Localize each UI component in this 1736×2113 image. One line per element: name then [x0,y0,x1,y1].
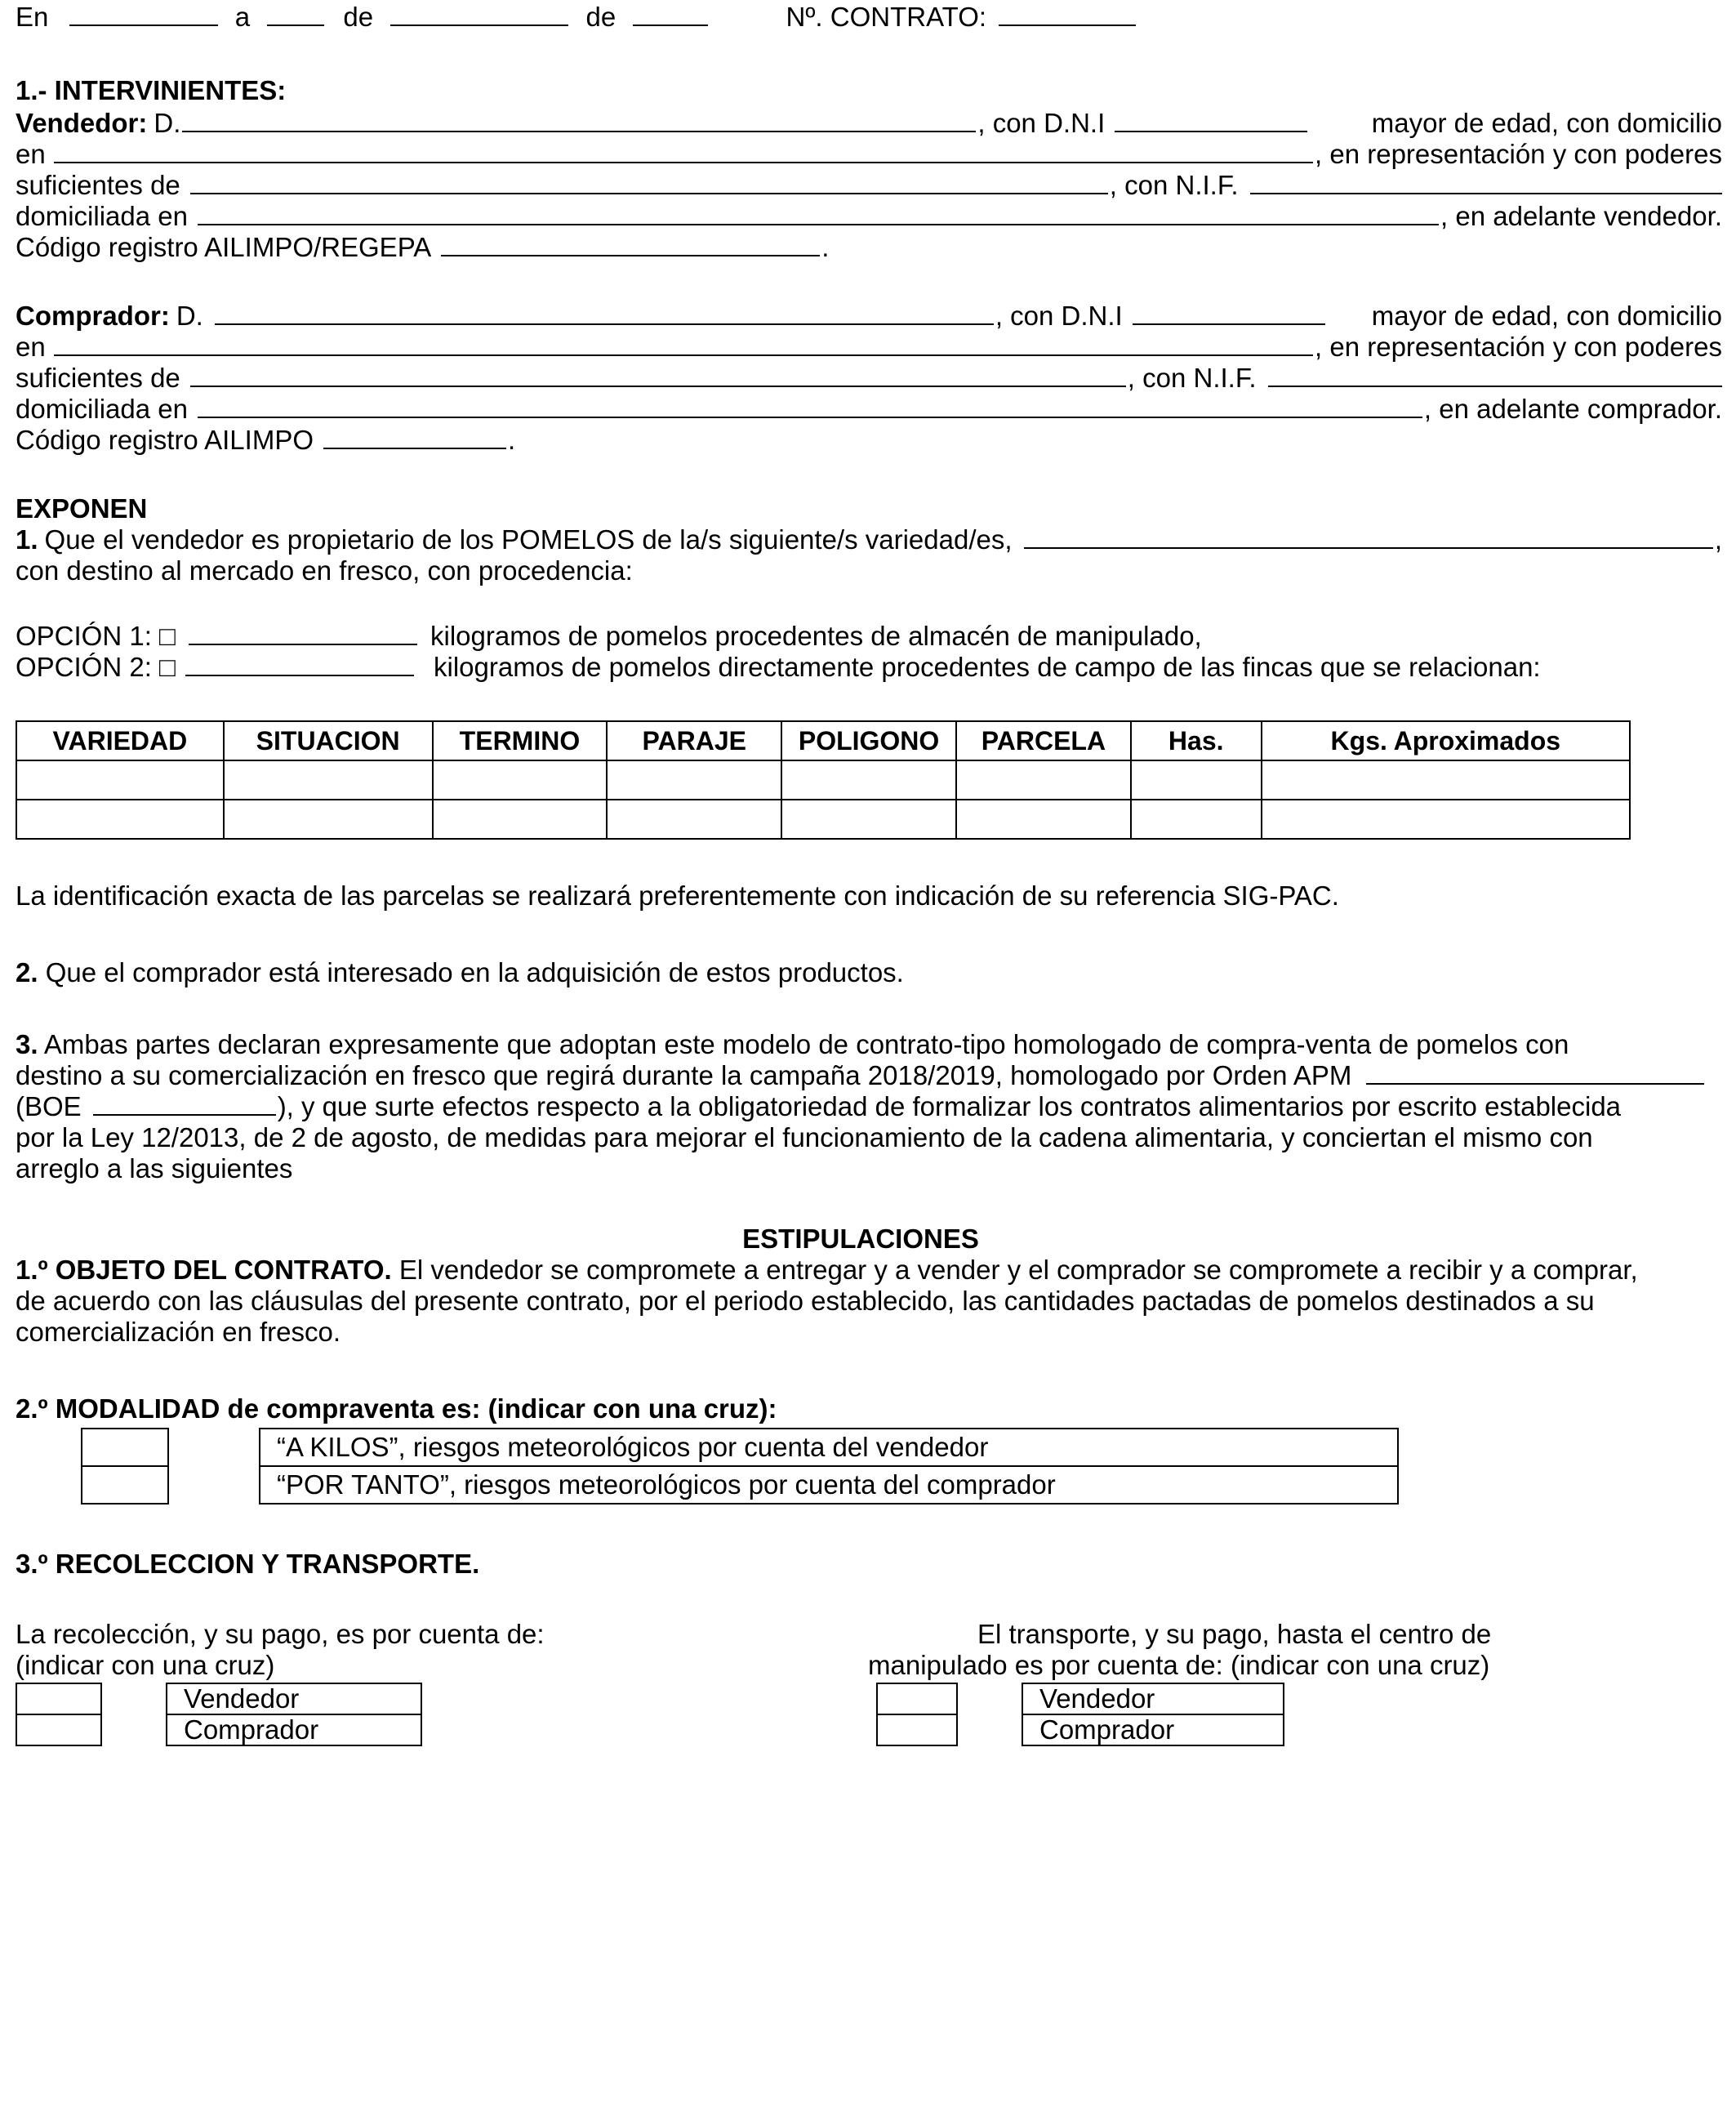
vendedor-con-dni: , con D.N.I [977,108,1106,138]
s1-line1-text: El vendedor se compromete a entregar y a vender y el comprador se compromete a recibir y a comprar, [398,1255,1638,1285]
vendedor-mayor-edad: mayor de edad, con domicilio [1371,108,1722,138]
comprador-con-dni: , con D.N.I [995,301,1123,331]
vendedor-line-2 [16,139,1722,170]
vendedor-domiciliada: domiciliada en [16,201,188,231]
estipulacion-1 [16,1255,1706,1348]
comprador-company-address-field[interactable] [198,394,1422,418]
contract-number-field[interactable] [999,2,1136,26]
comprador-codigo: Código registro AILIMPO [16,425,314,455]
exponen-item1-num: 1. [16,524,38,555]
exponen-item2-text: Que el comprador está interesado en la adquisición de estos productos. [45,957,904,987]
table-cell[interactable] [781,800,956,839]
orden-apm-field[interactable] [1366,1060,1704,1085]
en-label: En [16,2,49,32]
table-header-situacion: SITUACION [224,721,433,760]
a-kilos-checkbox[interactable] [81,1428,169,1467]
exponen-item1-comma: , [1714,524,1722,555]
recoleccion-comprador-checkbox[interactable] [16,1714,102,1746]
table-cell[interactable] [1131,760,1262,800]
recoleccion-line1: La recolección, y su pago, es por cuenta de: [16,1619,545,1649]
opcion-2-text: kilogramos de pomelos directamente procedentes de campo de las fincas que se relacionan: [433,652,1541,682]
vendedor-line-1 [16,108,1722,139]
item3-line1 [16,1029,1706,1060]
table-cell[interactable] [607,800,781,839]
vendedor-line-3 [16,170,1722,201]
a-kilos-option: “A KILOS”, riesgos meteorológicos por cuenta del vendedor [259,1428,1399,1467]
item3-line2 [16,1060,1706,1091]
comprador-representacion: , en representación y con poderes [1315,332,1722,362]
table-cell[interactable] [1262,760,1630,800]
table-cell[interactable] [607,760,781,800]
comprador-name-field[interactable] [215,301,994,325]
opcion-1-text: kilogramos de pomelos procedentes de almacén de manipulado, [430,621,1202,651]
comprador-line-5 [16,425,1722,456]
vendedor-line-5 [16,232,1722,263]
vendedor-line-4 [16,201,1722,232]
comprador-d: D. [176,301,203,331]
exponen-item3-num: 3. [16,1029,38,1059]
opcion-2-row [16,652,1541,683]
s1-line1 [16,1255,1706,1286]
recoleccion-vendedor-checkbox[interactable] [16,1683,102,1715]
opcion-1-row [16,621,1202,652]
place-field[interactable] [69,2,218,26]
comprador-label: Comprador: [16,301,170,331]
vendedor-name-field[interactable] [182,108,976,132]
table-header-row [16,721,1630,760]
table-cell[interactable] [1262,800,1630,839]
recoleccion-comprador-option: Comprador [166,1714,422,1746]
vendedor-company-address-field[interactable] [198,201,1439,225]
transporte-comprador-option: Comprador [1022,1714,1284,1746]
estipulaciones-heading: ESTIPULACIONES [742,1224,979,1254]
table-cell[interactable] [1131,800,1262,839]
exponen-item2 [16,957,904,988]
por-tanto-option: “POR TANTO”, riesgos meteorológicos por cuenta del comprador [259,1465,1399,1505]
vendedor-en: en [16,139,46,169]
vendedor-codigo-field[interactable] [441,232,820,256]
vendedor-dot: . [821,232,830,262]
s2-title: 2.º MODALIDAD de compraventa es: (indicar con una cruz): [16,1393,777,1424]
comprador-line-1 [16,301,1722,332]
table-header-parcela: PARCELA [956,721,1131,760]
transporte-comprador-checkbox[interactable] [876,1714,958,1746]
table-cell[interactable] [224,760,433,800]
comprador-en: en [16,332,46,362]
contrato-label: Nº. CONTRATO: [786,2,987,32]
table-cell[interactable] [16,760,224,800]
table-cell[interactable] [433,800,608,839]
transporte-line1: El transporte, y su pago, hasta el centro de [977,1619,1492,1649]
table-row [16,800,1630,839]
intervinientes-heading: 1.- INTERVINIENTES: [16,75,287,105]
table-row [16,760,1630,800]
vendedor-block [16,108,1722,263]
exponen-heading: EXPONEN [16,493,148,524]
de-label-2: de [585,2,617,32]
comprador-con-nif: , con N.I.F. [1127,363,1257,393]
exponen-item1-line2: con destino al mercado en fresco, con procedencia: [16,555,633,586]
transporte-line2: manipulado es por cuenta de: (indicar con una cruz) [868,1650,1490,1680]
vendedor-nif-field[interactable] [1250,170,1722,194]
s1-line2: de acuerdo con las cláusulas del presente contrato, por el periodo establecido, las cantidades pactadas de pomelos destinados a su [16,1286,1595,1316]
item3-line4: por la Ley 12/2013, de 2 de agosto, de medidas para mejorar el funcionamiento de la cadena alimentaria, y conciertan el mismo con [16,1122,1593,1152]
table-header-kgs: Kgs. Aproximados [1262,721,1630,760]
table-cell[interactable] [956,800,1131,839]
recoleccion-line2: (indicar con una cruz) [16,1650,275,1680]
month-field[interactable] [390,2,568,26]
table-cell[interactable] [16,800,224,839]
opcion-1-kg-field[interactable] [189,621,417,645]
table-header-termino: TERMINO [433,721,608,760]
table-cell[interactable] [224,800,433,839]
boe-field[interactable] [93,1091,276,1116]
opcion-1-checkbox[interactable]: OPCIÓN 1: □ [16,621,176,651]
comprador-line-3 [16,363,1722,394]
comprador-domicilio-field[interactable] [54,332,1313,356]
exponen-item3 [16,1029,1706,1184]
parcelas-table [16,720,1631,840]
table-cell[interactable] [781,760,956,800]
table-cell[interactable] [433,760,608,800]
comprador-codigo-field[interactable] [323,425,506,449]
vendedor-label: Vendedor: [16,108,148,138]
transporte-vendedor-checkbox[interactable] [876,1683,958,1715]
day-field[interactable] [267,2,324,26]
s1-line3: comercialización en fresco. [16,1317,341,1347]
comprador-domiciliada: domiciliada en [16,394,188,424]
table-cell[interactable] [956,760,1131,800]
table-header-poligono: POLIGONO [781,721,956,760]
comprador-dot: . [508,425,516,455]
year-field[interactable] [633,2,708,26]
header-line [16,2,1136,33]
variedades-field[interactable] [1024,524,1713,549]
vendedor-con-nif: , con N.I.F. [1109,170,1239,200]
opcion-2-kg-field[interactable] [185,652,414,676]
item3-line5: arreglo a las siguientes [16,1153,293,1184]
vendedor-dni-field[interactable] [1115,108,1307,132]
vendedor-codigo: Código registro AILIMPO/REGEPA [16,232,432,262]
comprador-line-4 [16,394,1722,425]
transporte-vendedor-option: Vendedor [1022,1683,1284,1715]
identificacion-text: La identificación exacta de las parcelas se realizará preferentemente con indicación de su referencia SIG-PAC. [16,880,1339,911]
item3-line3-a: (BOE [16,1091,82,1121]
table-header-paraje: PARAJE [607,721,781,760]
item3-line2-text: destino a su comercialización en fresco que regirá durante la campaña 2018/2019, homologado por Orden APM [16,1060,1352,1090]
de-label-1: de [343,2,374,32]
a-label: a [234,2,251,32]
table-header-has: Has. [1131,721,1262,760]
vendedor-suficientes: suficientes de [16,170,180,200]
vendedor-domicilio-field[interactable] [54,139,1313,163]
vendedor-adelante: , en adelante vendedor. [1440,201,1722,231]
recoleccion-vendedor-option: Vendedor [166,1683,422,1715]
por-tanto-checkbox[interactable] [81,1465,169,1505]
exponen-item2-num: 2. [16,957,38,987]
table-header-variedad: VARIEDAD [16,721,224,760]
comprador-suficientes: suficientes de [16,363,180,393]
exponen-item1-text: Que el vendedor es propietario de los POMELOS de la/s siguiente/s variedad/es, [44,524,1013,555]
vendedor-representacion: , en representación y con poderes [1315,139,1722,169]
exponen-item1-line1 [16,524,1722,555]
item3-line1-text: Ambas partes declaran expresamente que adoptan este modelo de contrato-tipo homologado de compra-venta de pomelos con [43,1029,1569,1059]
comprador-block [16,301,1722,456]
vendedor-d: D. [154,108,181,138]
comprador-line-2 [16,332,1722,363]
comprador-mayor-edad: mayor de edad, con domicilio [1371,301,1722,331]
comprador-dni-field[interactable] [1133,301,1325,325]
comprador-nif-field[interactable] [1268,363,1722,387]
item3-line3-b: ), y que surte efectos respecto a la obligatoriedad de formalizar los contratos alimentarios por escrito establecida [277,1091,1622,1121]
comprador-adelante: , en adelante comprador. [1423,394,1722,424]
item3-line3 [16,1091,1706,1122]
s1-title: 1.º OBJETO DEL CONTRATO. [16,1255,392,1285]
comprador-company-field[interactable] [190,363,1126,387]
vendedor-company-field[interactable] [190,170,1108,194]
opcion-2-checkbox[interactable]: OPCIÓN 2: □ [16,652,176,682]
s3-title: 3.º RECOLECCION Y TRANSPORTE. [16,1549,480,1579]
